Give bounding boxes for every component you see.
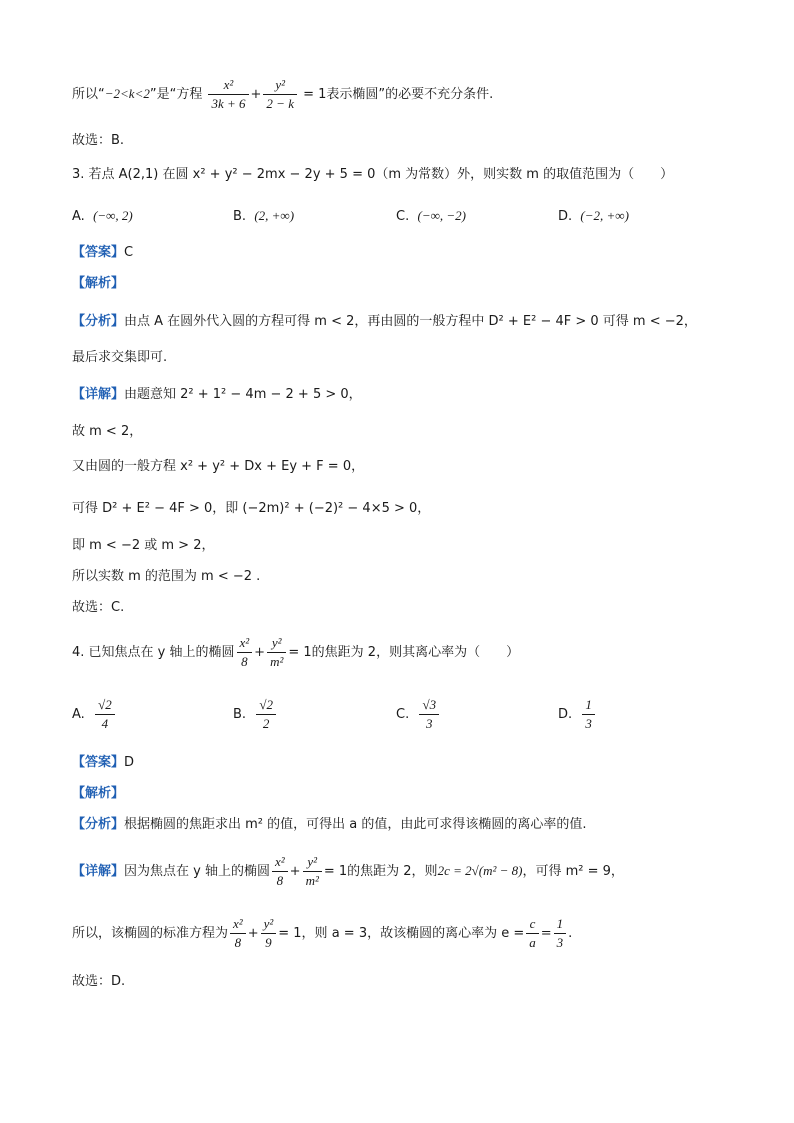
q4-fenxi: 【分析】根据椭圆的焦距求出 m² 的值，可得出 a 的值，由此可求得该椭圆的离心率的值.	[72, 817, 587, 832]
intro-condition: −2<k<2	[104, 86, 150, 101]
q3-detail-5: 即 m < −2 或 m > 2，	[72, 538, 215, 553]
q4-detail-1: 【详解】因为焦点在 y 轴上的椭圆 $\frac{\text{x²}}{8}$ + $\frac{\text{y²}}{\text{m²}}$ = 1的焦距为 2，则2c = 2√(m² − 8)，可得 m² = 9，	[72, 854, 624, 888]
q4-stem-fraction-2: $\frac{\text{y²}}{\text{m²}}$	[267, 634, 286, 671]
q3-option-a: A. (−∞, 2)	[72, 208, 133, 224]
q3-detail-1: 【详解】由题意知 2² + 1² − 4m − 2 + 5 > 0，	[72, 387, 362, 402]
q4-choice: 故选：D.	[72, 974, 126, 989]
q3-answer: 【答案】C	[72, 245, 134, 260]
q4-analysis-heading: 【解析】	[72, 786, 125, 801]
q3-detail-3: 又由圆的一般方程 x² + y² + Dx + Ey + F = 0，	[72, 459, 365, 474]
q4-option-d: D. $\frac{1}{3}$	[558, 696, 597, 733]
q3-stem: 3. 若点 A(2,1) 在圆 x² + y² − 2mx − 2y + 5 = 0（m 为常数）外，则实数 m 的取值范围为（ ）	[72, 167, 674, 182]
intro-fraction-1: $\frac{\text{x²}}{3k + 6}$	[208, 76, 248, 113]
q4-stem: 4. 已知焦点在 y 轴上的椭圆 $\frac{\text{x²}}{8}$ + $\frac{\text{y²}}{\text{m²}}$ = 1的焦距为 2，则其离心率为（ ）	[72, 635, 520, 669]
q4-stem-fraction-1: $\frac{\text{x²}}{8}$	[237, 634, 253, 671]
q3-detail-6: 所以实数 m 的范围为 m < −2 .	[72, 569, 261, 584]
q4-answer: 【答案】D	[72, 755, 135, 770]
q3-choice: 故选：C.	[72, 600, 125, 615]
q4-option-b: B. $\frac{√2}{2}$	[233, 696, 278, 733]
intro-fraction-2: $\frac{\text{y²}}{2 - k}$	[263, 76, 297, 113]
q3-fenxi-2: 最后求交集即可.	[72, 350, 168, 365]
q3-fenxi: 【分析】由点 A 在圆外代入圆的方程可得 m < 2，再由圆的一般方程中 D² + E² − 4F > 0 可得 m < −2，	[72, 314, 697, 329]
intro-mid: ”是“方程	[149, 87, 203, 102]
intro-prefix: 所以“	[72, 87, 105, 102]
q3-detail-2: 故 m < 2，	[72, 424, 143, 439]
q4-detail-2: 所以，该椭圆的标准方程为 $\frac{\text{x²}}{8}$ + $\frac{\text{y²}}{9}$ = 1，则 a = 3，故该椭圆的离心率为 e = $\frac{c}{a}$ = $\frac{1}{3}$ .	[72, 916, 573, 950]
intro-plus: +	[250, 87, 262, 102]
intro-suffix: = 1表示椭圆”的必要不充分条件.	[303, 87, 494, 102]
q3-detail-4: 可得 D² + E² − 4F > 0，即 (−2m)² + (−2)² − 4×5 > 0，	[72, 501, 431, 516]
intro-line	[72, 76, 493, 113]
q4-option-a: A. $\frac{√2}{4}$	[72, 696, 117, 733]
q3-analysis-heading: 【解析】	[72, 276, 125, 291]
intro-choice: 故选：B.	[72, 133, 125, 148]
q3-option-b: B. (2, +∞)	[233, 208, 295, 224]
q3-option-c: C. (−∞, −2)	[396, 208, 466, 224]
q3-option-d: D. (−2, +∞)	[558, 208, 629, 224]
q4-option-c: C. $\frac{√3}{3}$	[396, 696, 441, 733]
